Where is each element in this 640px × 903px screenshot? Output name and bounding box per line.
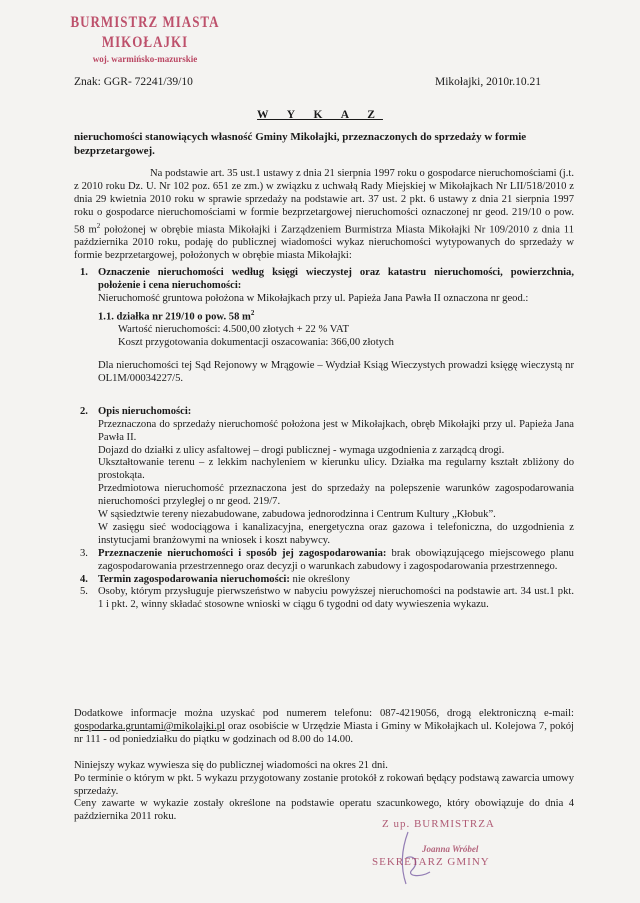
document-date: Mikołajki, 2010r.10.21 [435, 76, 542, 88]
document-title: W Y K A Z [257, 109, 383, 121]
stamp-line-2: woj. warmińsko-mazurskie [92, 54, 198, 64]
contact-info [74, 708, 574, 747]
section-2-para-5: W sąsiedztwie tereny niezabudowane, zabudowa jednorodzinna i Centrum Kultury „Kłobuk”. [98, 509, 496, 521]
section-2-number: 2. [80, 405, 88, 417]
section-2-heading: Opis nieruchomości: [98, 405, 192, 417]
contact-text-b: oraz osobiście w Urzędzie Miasta i Gminy w Mikołajkach ul. Kolejowa 7, pokój nr 111 - od poniedziałku do piątku w godzinach od 8.00 do 14.00. [74, 720, 574, 745]
land-registry-info: Dla nieruchomości tej Sąd Rejonowy w Mrągowie – Wydział Ksiąg Wieczystych prowadzi księgę wieczystą nr OL1M/00034227/5. [98, 359, 574, 384]
section-3-number: 3. [80, 547, 88, 559]
signature-title: SEKRETARZ GMINY [372, 856, 490, 868]
section-2-para-4: Przedmiotowa nieruchomość przeznaczona jest do sprzedaży na polepszenie warunków zagospodarowania nieruchomości przyległej o nr geod. 219/7. [98, 483, 574, 508]
sections-list [74, 267, 574, 612]
reference-number: Znak: GGR- 72241/39/10 [74, 76, 193, 88]
intro-text-a: Na podstawie art. 35 ust.1 ustawy z dnia 21 sierpnia 1997 roku o gospodarce nieruchomościami (j.t. z 2010 roku Dz. U. Nr 102 poz. 651 ze zm.) w związku z uchwałą Rady Miejskiej w Mikołajkach Nr LII/518/2010 z dnia 29 kwietnia 2010 roku w sprawie sprzedaży na podstawie art. 37 ust. 2 pkt. 6 ustawy z dnia 21 sierpnia 1997 roku o gospodarce nieruchomościami w formie bezprzetargowej nieruchomości oznaczonej nr geod. 219/10 o pow. 58 m [74, 168, 574, 236]
section-3 [74, 548, 574, 574]
section-5-number: 5. [80, 586, 88, 598]
section-1 [74, 267, 574, 386]
protocol-note: Po terminie o którym w pkt. 5 wykazu przygotowany zostanie protokół z rokowań będący podstawą zawarcia umowy sprzedaży. [74, 772, 574, 797]
section-2-para-1: Przeznaczona do sprzedaży nieruchomość położona jest w Mikołajkach, obręb Mikołajki przy ul. Papieża Jana Pawła II. [98, 418, 574, 443]
section-3-content [98, 548, 574, 574]
section-4 [74, 574, 574, 587]
section-4-number: 4. [80, 573, 88, 585]
section-4-text: nie określony [289, 573, 350, 585]
section-5 [74, 586, 574, 612]
section-4-content [98, 574, 574, 587]
posting-period: Niniejszy wykaz wywiesza się do publicznej wiadomości na okres 21 dni. [74, 759, 388, 771]
contact-text-a: Dodatkowe informacje można uzyskać pod numerem telefonu: 087-4219056, drogą elektroniczną e-mail: [74, 708, 574, 719]
section-2 [74, 406, 574, 548]
signature-name: Joanna Wróbel [422, 844, 479, 854]
email-link[interactable]: gospodarka.gruntami@mikolajki.pl [74, 720, 225, 732]
intro-text-b: położonej w obrębie miasta Mikołajki i Zarządzeniem Burmistrza Miasta Mikołajki Nr 109/2010 z dnia 11 października 2010 roku, podaję do publicznej wiadomości wykaz nieruchomości wytypowanych do sprzedaży w formie bezprzetargowej, położonych w obrębie miasta Mikołajki: [74, 224, 574, 261]
parcel-cost: Koszt przygotowania dokumentacji oszacowania: 366,00 złotych [118, 337, 394, 349]
signature-stamp [350, 818, 550, 890]
section-2-para-6: W zasięgu sieć wodociągowa i kanalizacyjna, energetyczna oraz gazowa i telefoniczna, do uzgodnienia z instytucjami branżowymi na wniosek i koszt nabywcy. [98, 521, 574, 546]
footer-notes [74, 708, 574, 824]
section-2-para-3: Ukształtowanie terenu – z lekkim nachyleniem w kierunku ulicy. Działka ma regularny kształt zbliżony do prostokąta. [98, 457, 574, 482]
signature-authority: Z up. BURMISTRZA [382, 818, 495, 830]
section-2-para-2: Dojazd do działki z ulicy asfaltowej – drogi publicznej - wymaga uzgodnienia z zarządcą drogi. [98, 444, 505, 456]
parcel-superscript: 2 [250, 308, 255, 317]
document-subject: nieruchomości stanowiących własność Gminy Mikołajki, przeznaczonych do sprzedaży w formie bezprzetargowej. [74, 131, 527, 157]
header-stamp [40, 12, 250, 64]
section-1-heading: Oznaczenie nieruchomości według księgi wieczystej oraz katastru nieruchomości, powierzchnia, położenie i cena nieruchomości: [98, 267, 574, 291]
intro-superscript: 2 [96, 221, 101, 230]
section-4-heading: Termin zagospodarowania nieruchomości: [98, 573, 290, 585]
parcel-heading-text: 1.1. działka nr 219/10 o pow. 58 m [98, 311, 251, 323]
parcel-value: Wartość nieruchomości: 4.500,00 złotych + 22 % VAT [118, 324, 349, 336]
section-5-text: Osoby, którym przysługuje pierwszeństwo w nabyciu powyższej nieruchomości na podstawie art. 34 ust.1 pkt. 1 i pkt. 2, winny składać stosowne wnioski w ciągu 6 tygodni od daty wywieszenia wykazu. [98, 586, 574, 611]
intro-paragraph [74, 168, 574, 263]
stamp-line-1: BURMISTRZ MIASTA MIKOŁAJKI [70, 12, 220, 51]
section-3-text: brak obowiązującego miejscowego planu zagospodarowania przestrzennego oraz decyzji o warunkach zabudowy i zagospodarowania przestrzennego. [98, 547, 574, 572]
parcel-block [98, 307, 574, 350]
parcel-heading [98, 307, 574, 324]
section-3-heading: Przeznaczenie nieruchomości i sposób jej zagospodarowania: [98, 547, 387, 559]
valuation-note: Ceny zawarte w wykazie zostały określone na podstawie operatu szacunkowego, który obowiązuje do dnia 4 października 2011 roku. [74, 798, 574, 823]
section-1-number: 1. [80, 267, 88, 278]
section-1-text: Nieruchomość gruntowa położona w Mikołajkach przy ul. Papieża Jana Pawła II oznaczona nr geod.: [98, 292, 529, 304]
